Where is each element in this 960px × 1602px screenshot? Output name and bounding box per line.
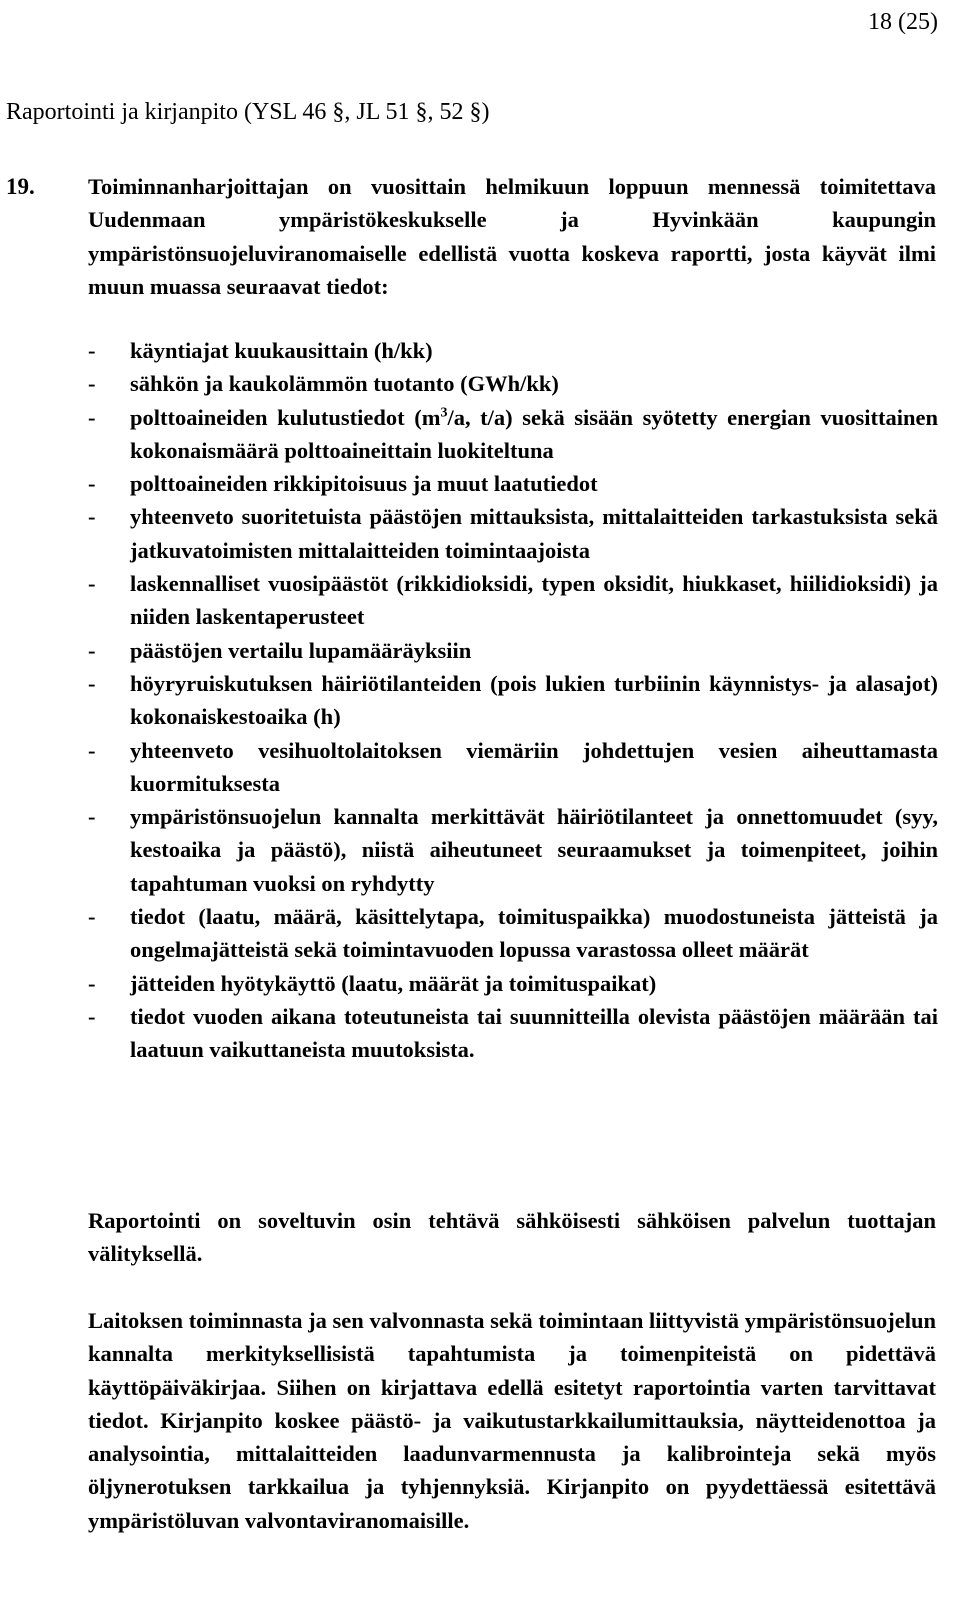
section-heading: Raportointi ja kirjanpito (YSL 46 §, JL 51 §, 52 §) [6,99,490,125]
list-item: - höyryruiskutuksen häiriötilanteiden (pois lukien turbiinin käynnistys- ja alasajot) kokonaiskestoaika (h) [88,670,938,730]
list-item: - polttoaineiden rikkipitoisuus ja muut laatutiedot [88,471,598,497]
list-item: - päästöjen vertailu lupamääräyksiin [88,637,472,663]
list-item: - yhteenveto suoritetuista päästöjen mittauksista, mittalaitteiden tarkastuksista sekä jatkuvatoimisten mittalaitteiden toimintaajoista [88,504,938,563]
list-item-fuel-consumption: - polttoaineiden kulutustiedot ($m^3/a$, t/a) sekä sisään syötetty energian vuosittainen kokonaismäärä polttoaineittain luokiteltuna [88,404,938,463]
item-intro-paragraph: Toiminnanharjoittajan on vuosittain helmikuun loppuun mennessä toimitettava Uudenmaan ympäristökeskukselle ja Hyvinkään kaupungin ympäristönsuojeluviranomaiselle edellistä vuotta koskeva raportti, josta käyvät ilmi muun muassa seuraavat tiedot: [88,174,936,299]
electronic-reporting-paragraph: Raportointi on soveltuvin osin tehtävä sähköisesti sähköisen palvelun tuottajan välityksellä. [88,1208,936,1267]
list-item: - laskennalliset vuosipäästöt (rikkidioksidi, typen oksidit, hiukkaset, hiilidioksidi) ja niiden laskentaperusteet [88,571,938,630]
list-item: - tiedot (laatu, määrä, käsittelytapa, toimituspaikka) muodostuneista jätteistä ja ongelmajätteistä sekä toimintavuoden lopussa varastossa olleet määrät [88,904,938,963]
list-item: - tiedot vuoden aikana toteutuneista tai suunnitteilla olevista päästöjen määrään tai laatuun vaikuttaneista muutoksista. [88,1003,938,1063]
item-number: 19. [6,174,35,199]
report-contents-list [88,334,938,1067]
list-item: - yhteenveto vesihuoltolaitoksen viemäriin johdettujen vesien aiheuttamasta kuormituksesta [88,737,938,796]
list-item: - ympäristönsuojelun kannalta merkittävät häiriötilanteet ja onnettomuudet (syy, kestoaika ja päästö), niistä aiheutuneet seuraamukset ja toimenpiteet, joihin tapahtuman vuoksi on ryhdytty [88,804,938,896]
list-item: - käyntiajat kuukausittain (h/kk) [88,338,433,363]
list-item: - sähkön ja kaukolämmön tuotanto (GWh/kk) [88,371,559,397]
logbook-paragraph: Laitoksen toiminnasta ja sen valvonnasta sekä toimintaan liittyvistä ympäristönsuojelun kannalta merkityksellisistä tapahtumista ja toimenpiteistä on pidettävä käyttöpäiväkirjaa. Siihen on kirjattava edellä esitetyt raportointia varten tarvittavat tiedot. Kirjanpito koskee päästö- ja vaikutustarkkailumittauksia, näytteidenottoa ja analysointia, mittalaitteiden laadunvarmennusta ja kalibrointeja sekä myös öljynerotuksen tarkkailua ja tyhjennyksiä. Kirjanpito on pyydettäessä esitettävä ympäristöluvan valvontaviranomaisille. [88,1308,936,1533]
list-item: - jätteiden hyötykäyttö (laatu, määrät ja toimituspaikat) [88,970,657,996]
page-number: 18 (25) [868,9,938,35]
